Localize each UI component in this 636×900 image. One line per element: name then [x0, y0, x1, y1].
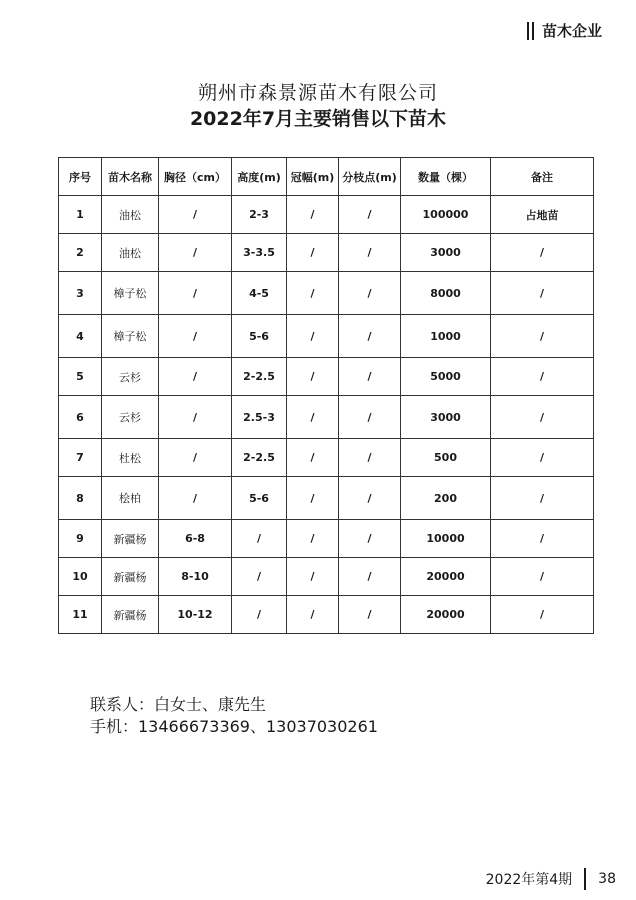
table-cell: / — [339, 234, 401, 272]
column-header: 序号 — [59, 158, 102, 196]
company-title: 朔州市森景源苗木有限公司 — [197, 82, 438, 104]
footer-divider — [584, 868, 586, 890]
section-label: 苗木企业 — [541, 22, 602, 40]
table-cell: 2-3 — [232, 196, 287, 234]
table-cell: / — [287, 477, 339, 520]
table-cell: / — [232, 596, 287, 634]
table-cell: 桧柏 — [102, 477, 159, 520]
table-cell: / — [159, 358, 232, 396]
table-cell: / — [159, 196, 232, 234]
table-cell: 新疆杨 — [102, 596, 159, 634]
table-cell: / — [491, 520, 594, 558]
table-cell: / — [491, 596, 594, 634]
table-row — [59, 558, 594, 596]
table-cell: / — [491, 234, 594, 272]
table-cell: 3 — [59, 272, 102, 315]
table-cell: / — [159, 272, 232, 315]
table-cell: / — [339, 477, 401, 520]
table-cell: / — [491, 558, 594, 596]
table-cell: 5-6 — [232, 477, 287, 520]
table-row — [59, 358, 594, 396]
table-cell: / — [339, 558, 401, 596]
sales-title: 2022年7月主要销售以下苗木 — [189, 108, 447, 130]
table-cell: 100000 — [401, 196, 491, 234]
table-cell: 1000 — [401, 315, 491, 358]
table-cell: / — [491, 358, 594, 396]
table-cell: 8 — [59, 477, 102, 520]
table-cell: 占地苗 — [491, 196, 594, 234]
table-cell: 5 — [59, 358, 102, 396]
table-cell: / — [339, 358, 401, 396]
table-row — [59, 477, 594, 520]
table-body — [59, 196, 594, 634]
table-cell: / — [232, 558, 287, 596]
table-cell: / — [287, 558, 339, 596]
table-cell: 新疆杨 — [102, 520, 159, 558]
column-header: 高度(m) — [232, 158, 287, 196]
table-cell: 2-2.5 — [232, 358, 287, 396]
contact-person: 联系人：白女士、康先生 — [90, 695, 267, 714]
table-cell: 云杉 — [102, 358, 159, 396]
table-cell: 樟子松 — [102, 272, 159, 315]
table-cell: 油松 — [102, 234, 159, 272]
table-cell: 6 — [59, 396, 102, 439]
table-cell: / — [287, 396, 339, 439]
table-cell: 20000 — [401, 596, 491, 634]
table-cell: 1 — [59, 196, 102, 234]
table-cell: / — [287, 596, 339, 634]
table-cell: / — [287, 520, 339, 558]
table-cell: / — [159, 439, 232, 477]
table-row — [59, 196, 594, 234]
table-cell: 10 — [59, 558, 102, 596]
table-cell: 2 — [59, 234, 102, 272]
table-cell: 新疆杨 — [102, 558, 159, 596]
table-cell: 10-12 — [159, 596, 232, 634]
table-cell: / — [339, 396, 401, 439]
table-cell: / — [287, 196, 339, 234]
table-cell: 200 — [401, 477, 491, 520]
table-cell: 7 — [59, 439, 102, 477]
table-cell: / — [339, 272, 401, 315]
contact-block — [90, 694, 378, 738]
table-cell: 3000 — [401, 234, 491, 272]
table-cell: 4-5 — [232, 272, 287, 315]
table-cell: 杜松 — [102, 439, 159, 477]
column-header: 胸径（cm） — [159, 158, 232, 196]
table-cell: 9 — [59, 520, 102, 558]
header-bars-icon — [527, 22, 534, 40]
table-cell: 8000 — [401, 272, 491, 315]
column-header: 分枝点(m) — [339, 158, 401, 196]
issue-label: 2022年第4期 — [485, 872, 573, 888]
table-cell: 云杉 — [102, 396, 159, 439]
table-cell: / — [159, 477, 232, 520]
table-cell: 樟子松 — [102, 315, 159, 358]
table-cell: 2-2.5 — [232, 439, 287, 477]
contact-phone: 手机：13466673369、13037030261 — [90, 717, 378, 736]
table-cell: / — [339, 596, 401, 634]
table-cell: 5000 — [401, 358, 491, 396]
table-row — [59, 439, 594, 477]
column-header: 苗木名称 — [102, 158, 159, 196]
table-cell: / — [287, 358, 339, 396]
table-cell: 3-3.5 — [232, 234, 287, 272]
table-cell: 油松 — [102, 196, 159, 234]
table-cell: 3000 — [401, 396, 491, 439]
table-cell: / — [159, 396, 232, 439]
table-cell: / — [491, 396, 594, 439]
table-cell: 6-8 — [159, 520, 232, 558]
table-cell: / — [287, 439, 339, 477]
table-cell: 5-6 — [232, 315, 287, 358]
table-cell: 20000 — [401, 558, 491, 596]
section-header — [527, 20, 602, 41]
table-cell: / — [339, 439, 401, 477]
table-cell: 2.5-3 — [232, 396, 287, 439]
table-row — [59, 234, 594, 272]
table-cell: / — [491, 315, 594, 358]
page-footer — [486, 868, 616, 890]
table-cell: 500 — [401, 439, 491, 477]
table-cell: / — [339, 520, 401, 558]
table-cell: 11 — [59, 596, 102, 634]
table-cell: 10000 — [401, 520, 491, 558]
table-cell: / — [159, 315, 232, 358]
table-cell: 4 — [59, 315, 102, 358]
page-number: 38 — [598, 871, 616, 887]
table-row — [59, 520, 594, 558]
table-header-row — [59, 158, 594, 196]
column-header: 数量（棵） — [401, 158, 491, 196]
table-cell: / — [287, 315, 339, 358]
table-cell: / — [232, 520, 287, 558]
column-header: 备注 — [491, 158, 594, 196]
table-cell: / — [287, 272, 339, 315]
table-cell: / — [491, 439, 594, 477]
column-header: 冠幅(m) — [287, 158, 339, 196]
table-cell: 8-10 — [159, 558, 232, 596]
table-cell: / — [339, 315, 401, 358]
table-cell: / — [287, 234, 339, 272]
table-row — [59, 596, 594, 634]
table-row — [59, 272, 594, 315]
title-block — [0, 80, 636, 132]
table-cell: / — [339, 196, 401, 234]
table-row — [59, 396, 594, 439]
sales-table — [58, 157, 594, 634]
table-row — [59, 315, 594, 358]
table-cell: / — [491, 272, 594, 315]
table-cell: / — [159, 234, 232, 272]
table-cell: / — [491, 477, 594, 520]
